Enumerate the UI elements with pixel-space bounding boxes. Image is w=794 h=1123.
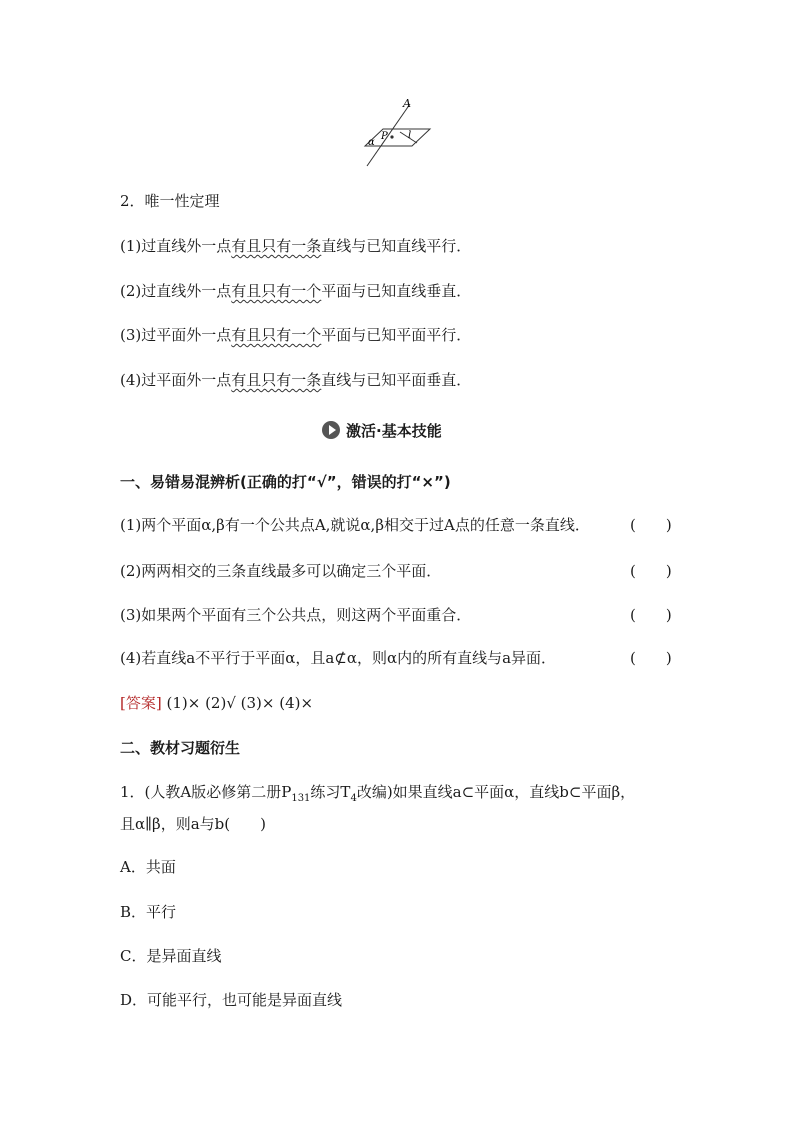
answer-text: (1)× (2)√ (3)× (4)×	[161, 694, 314, 712]
question1-line2: 且α∥β，则a与b( )	[120, 815, 266, 833]
option-a: A．共面	[120, 858, 176, 876]
theorem-2: (2)过直线外一点有且只有一个平面与已知直线垂直．	[120, 282, 472, 300]
section2-title: 2．唯一性定理	[120, 192, 220, 210]
option-b: B．平行	[120, 903, 177, 921]
label-A: A	[403, 97, 411, 110]
judge-item-1: (1)两个平面α,β有一个公共点A,就说α,β相交于过A点的任意一条直线．	[120, 516, 590, 534]
judge-item-4: (4)若直线a不平行于平面α，且a⊄α，则α内的所有直线与a异面．	[120, 649, 557, 667]
theorem-1: (1)过直线外一点有且只有一条直线与已知直线平行．	[120, 237, 472, 255]
question1-line1: 1．(人教A版必修第二册$P_{131}$练习$T_4$改编)如果直线a⊂平面α，直线b⊂平面β，	[120, 783, 636, 804]
answer-tag: [答案]	[120, 694, 162, 712]
judge-paren-3: ( )	[630, 606, 672, 624]
part2-title: 二、教材习题衍生	[120, 739, 241, 757]
judge-item-2: (2)两两相交的三条直线最多可以确定三个平面．	[120, 562, 442, 580]
activate-heading-text: 激活·基本技能	[346, 421, 442, 440]
activate-heading	[322, 420, 442, 440]
option-c: C．是异面直线	[120, 947, 222, 965]
judge-paren-2: ( )	[630, 562, 672, 580]
label-P: P	[381, 131, 388, 142]
label-l: l	[408, 130, 412, 141]
part1-title: 一、易错易混辨析(正确的打“√”，错误的打“×”)	[120, 473, 451, 491]
play-icon	[322, 421, 340, 439]
judge-paren-1: ( )	[630, 516, 672, 534]
theorem-3: (3)过平面外一点有且只有一个平面与已知平面平行．	[120, 326, 472, 344]
answer-line	[120, 693, 313, 713]
option-d: D．可能平行，也可能是异面直线	[120, 991, 343, 1009]
theorem-4: (4)过平面外一点有且只有一条直线与已知平面垂直．	[120, 371, 472, 389]
judge-item-3: (3)如果两个平面有三个公共点，则这两个平面重合．	[120, 606, 472, 624]
judge-paren-4: ( )	[630, 649, 672, 667]
plane-line-diagram	[355, 96, 445, 171]
label-alpha: α	[368, 137, 375, 148]
plane-line-figure	[355, 96, 445, 175]
